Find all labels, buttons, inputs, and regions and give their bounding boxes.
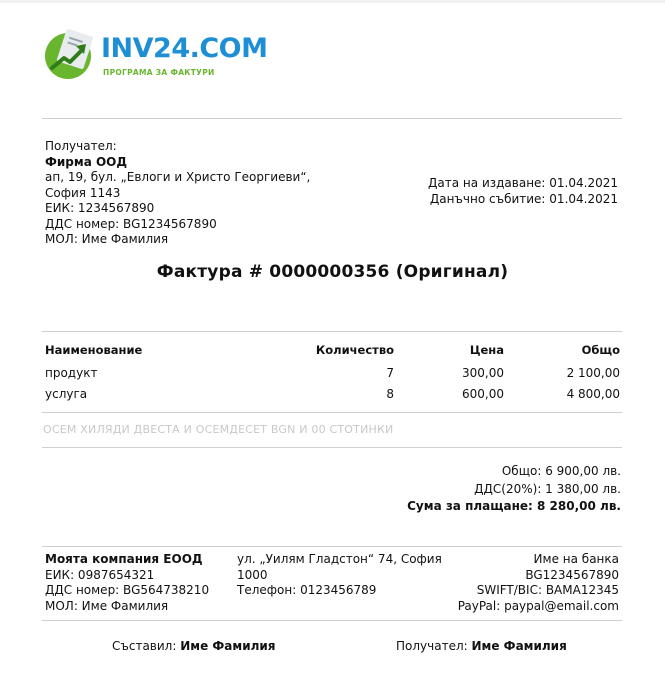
table-row bbox=[45, 366, 620, 387]
bank-name: Име на банка bbox=[533, 552, 619, 566]
vat-total: ДДС(20%): 1 380,00 лв. bbox=[474, 481, 621, 496]
header-total: Общо bbox=[581, 343, 620, 357]
subtotal: Общо: 6 900,00 лв. bbox=[501, 464, 621, 478]
recipient-mol: МОЛ: Име Фамилия bbox=[45, 232, 169, 246]
paypal: PayPal: paypal@email.com bbox=[457, 598, 619, 613]
logo-mark-icon bbox=[42, 28, 100, 80]
item-qty: 8 bbox=[386, 387, 394, 401]
supplier-eik: ЕИК: 0987654321 bbox=[45, 567, 155, 582]
supplier-address-line2: 1000 bbox=[237, 567, 268, 582]
supplier-address-line1: ул. „Уилям Гладстон“ 74, София bbox=[237, 552, 442, 566]
table-header-row bbox=[45, 343, 620, 364]
divider bbox=[42, 546, 622, 547]
item-name: услуга bbox=[45, 387, 88, 401]
top-border bbox=[0, 0, 665, 3]
divider bbox=[42, 620, 622, 621]
supplier-block bbox=[45, 552, 209, 614]
amount-in-words: ОСЕМ ХИЛЯДИ ДВЕСТА И ОСЕМДЕСЕТ BGN И 00 СТОТИНКИ bbox=[43, 423, 394, 436]
grand-total: Сума за плащане: 8 280,00 лв. bbox=[407, 499, 621, 513]
supplier-vat: ДДС номер: BG564738210 bbox=[45, 583, 210, 597]
logo-tagline: ПРОГРАМА ЗА ФАКТУРИ bbox=[103, 68, 215, 77]
supplier-phone: Телефон: 0123456789 bbox=[237, 583, 377, 597]
recipient-block bbox=[45, 139, 310, 248]
receiver-label: Получател: bbox=[396, 639, 468, 653]
item-price: 600,00 bbox=[462, 387, 504, 401]
recipient-eik: ЕИК: 1234567890 bbox=[45, 201, 155, 215]
header-name: Наименование bbox=[45, 343, 143, 357]
signature-receiver bbox=[396, 639, 567, 653]
divider bbox=[42, 118, 622, 119]
header-qty: Количество bbox=[315, 343, 394, 357]
totals-block bbox=[407, 463, 621, 516]
invoice-title: Фактура # 0000000356 (Оригинал) bbox=[156, 262, 509, 282]
items-table bbox=[45, 343, 620, 408]
dates-block bbox=[428, 176, 618, 207]
supplier-address-block bbox=[237, 552, 442, 599]
item-price: 300,00 bbox=[462, 366, 504, 380]
divider bbox=[42, 412, 622, 413]
recipient-label: Получател: bbox=[45, 139, 117, 153]
recipient-address-line1: ап, 19, бул. „Евлоги и Христо Георгиеви“, bbox=[45, 170, 311, 184]
signature-author bbox=[112, 639, 276, 653]
logo-name: INV24.COM bbox=[101, 33, 268, 64]
divider bbox=[42, 331, 622, 332]
author-label: Съставил: bbox=[112, 639, 177, 653]
recipient-address-line2: София 1143 bbox=[45, 185, 121, 200]
recipient-company: Фирма ООД bbox=[45, 154, 128, 169]
author-name: Име Фамилия bbox=[180, 639, 276, 653]
tax-event-date: Данъчно събитие: 01.04.2021 bbox=[429, 191, 618, 206]
supplier-mol: МОЛ: Име Фамилия bbox=[45, 598, 169, 613]
recipient-vat: ДДС номер: BG1234567890 bbox=[45, 216, 217, 231]
item-name: продукт bbox=[45, 366, 98, 380]
supplier-company: Моята компания ЕООД bbox=[45, 552, 203, 566]
item-total: 4 800,00 bbox=[566, 387, 620, 401]
header-price: Цена bbox=[469, 343, 504, 357]
bank-swift: SWIFT/BIC: BAMA12345 bbox=[476, 583, 619, 597]
item-qty: 7 bbox=[386, 366, 394, 380]
item-total: 2 100,00 bbox=[566, 366, 620, 380]
receiver-name: Име Фамилия bbox=[471, 639, 567, 653]
divider bbox=[42, 447, 622, 448]
bank-iban: BG1234567890 bbox=[525, 567, 619, 582]
bank-block bbox=[458, 552, 619, 614]
table-row bbox=[45, 387, 620, 408]
issue-date: Дата на издаване: 01.04.2021 bbox=[428, 176, 618, 190]
